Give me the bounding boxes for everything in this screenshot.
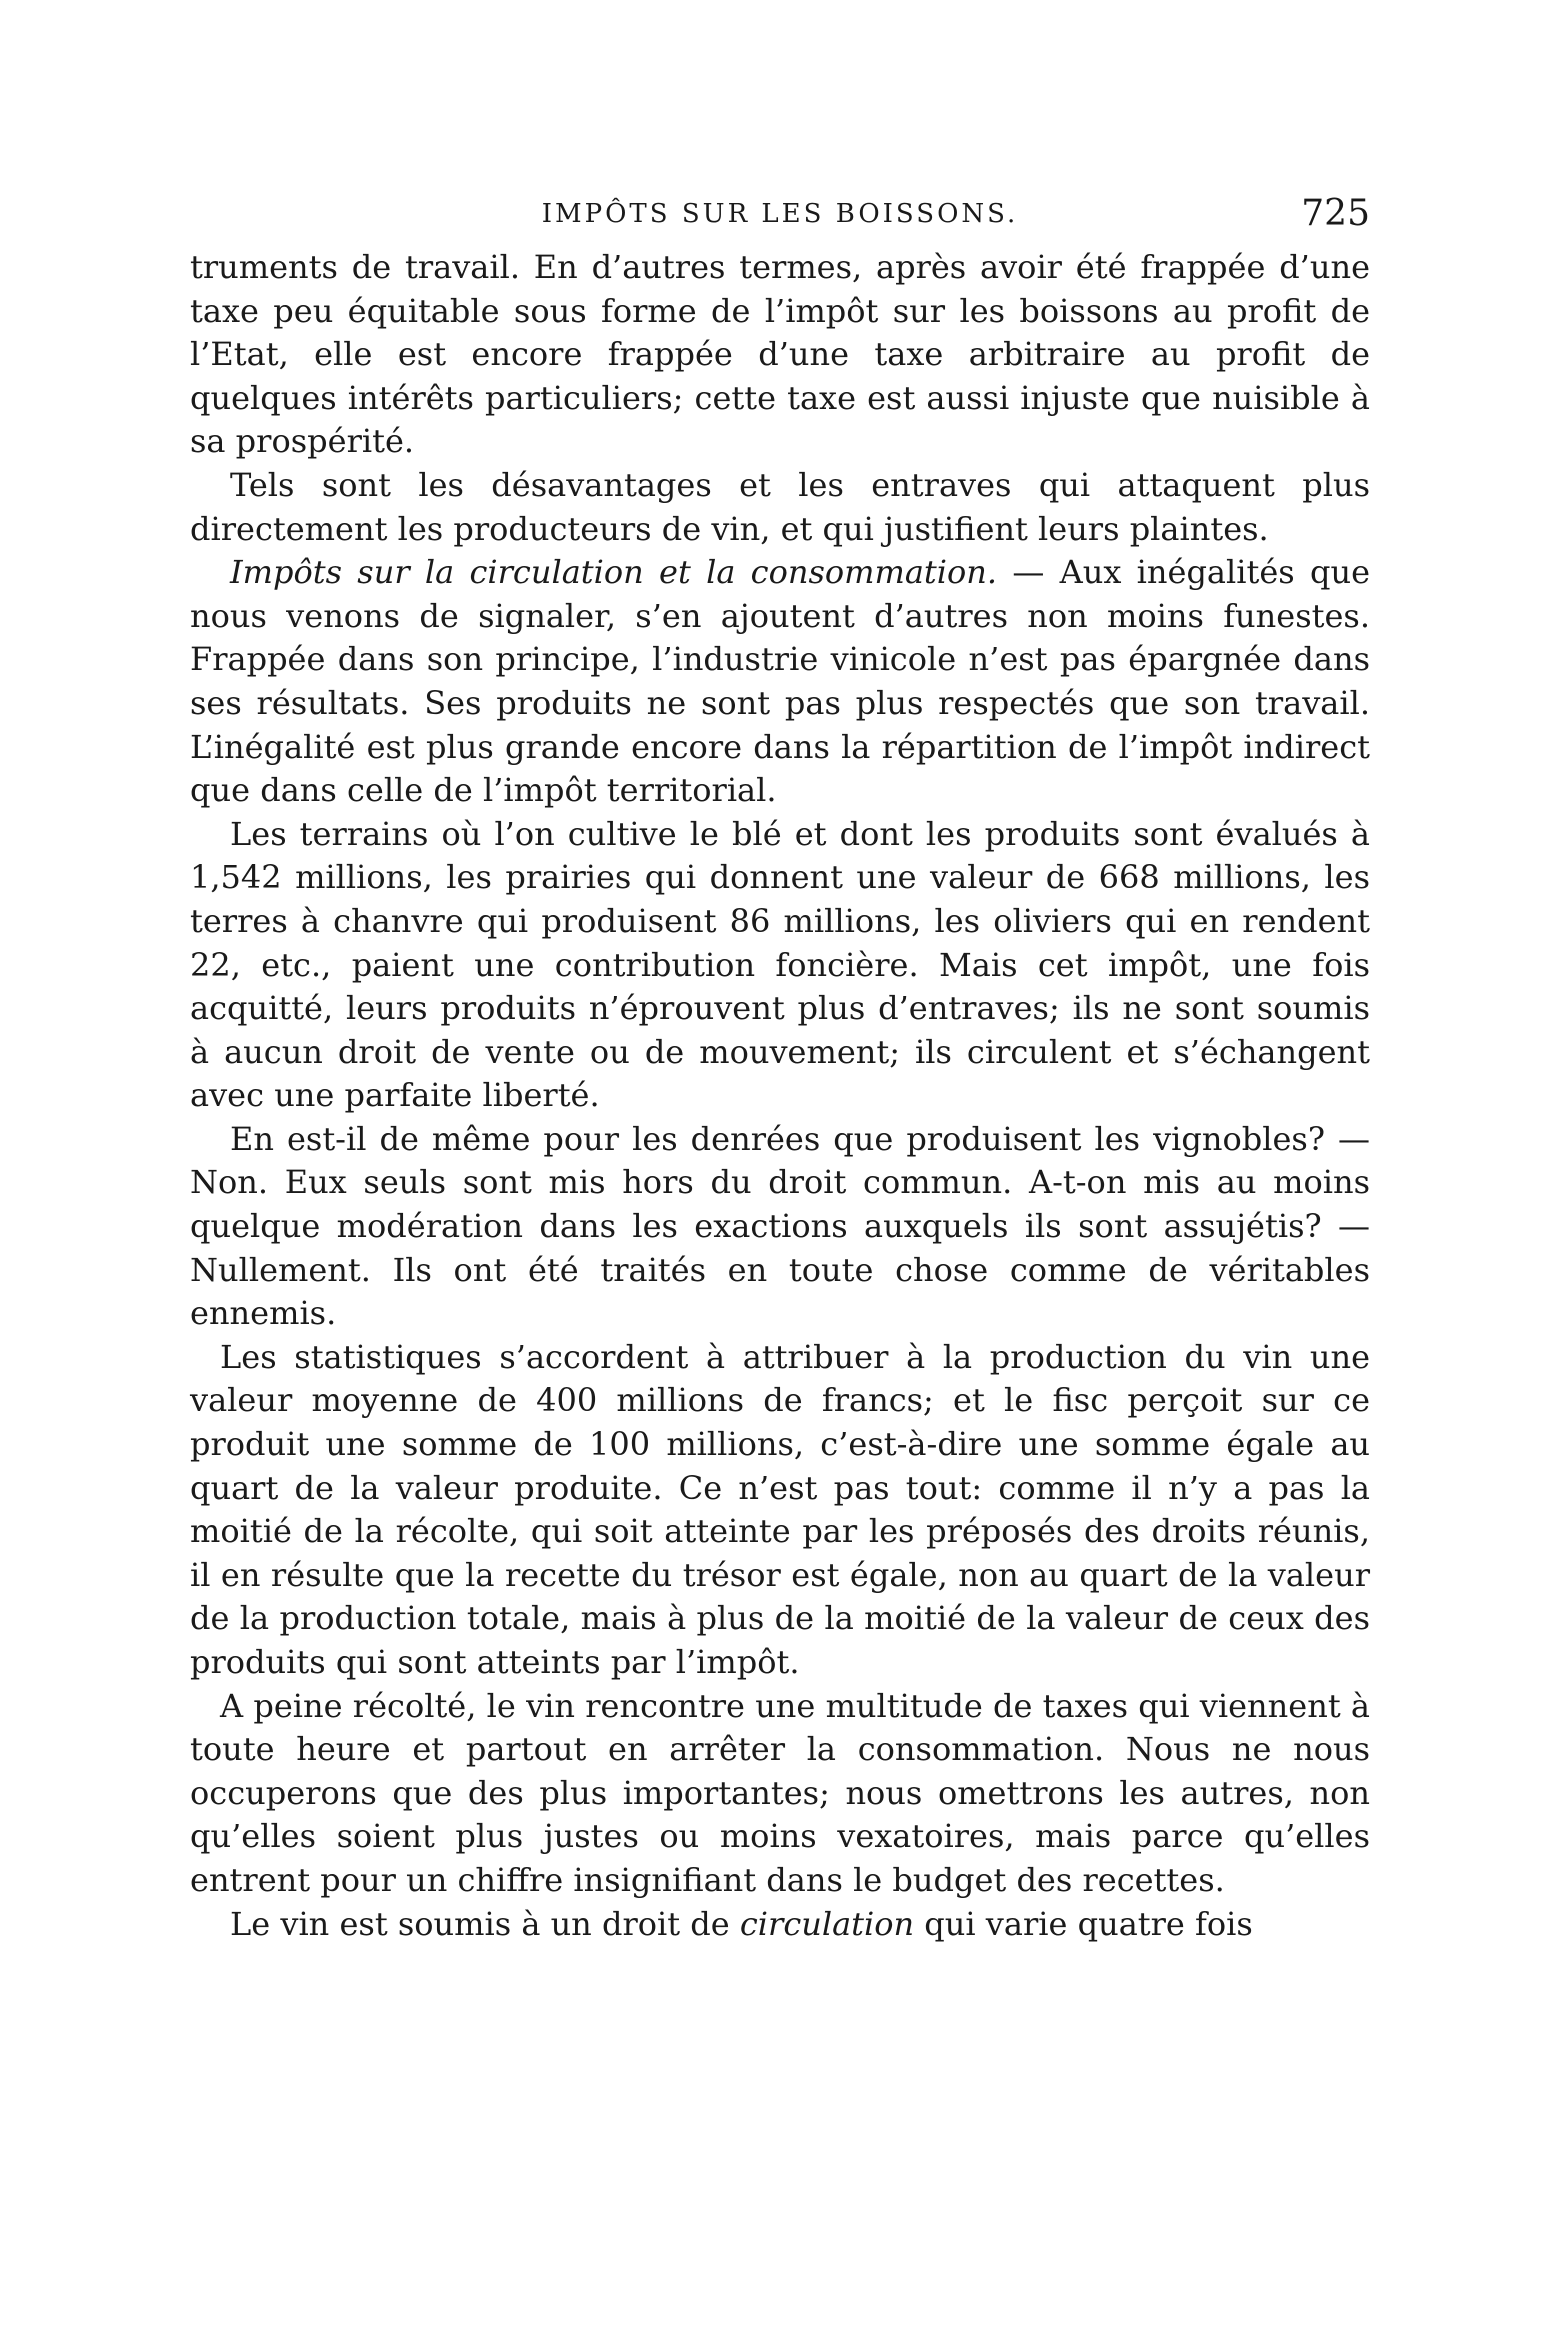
paragraph-8 (190, 1903, 1370, 1947)
running-head (190, 192, 1370, 236)
paragraph-5: En est-il de même pour les denrées que produisent les vignobles? — Non. Eux seuls sont mis hors du droit commun. A-t-on mis au moins quelque modération dans les exactions auxquels ils sont assujétis? — Nullement. Ils ont été traités en toute chose comme de véritables ennemis. (190, 1119, 1370, 1333)
paragraph-6: Les statistiques s’accordent à attribuer à la production du vin une valeur moyenne de 400 millions de francs; et le fisc perçoit sur ce produit une somme de 100 millions, c’est-à-dire une somme égale au quart de la valeur produite. Ce n’est pas tout: comme il n’y a pas la moitié de la récolte, qui soit atteinte par les préposés des droits réunis, il en résulte que la recette du trésor est égale, non au quart de la valeur de la production totale, mais à plus de la moitié de la valeur de ceux des produits qui sont atteints par l’impôt. (190, 1337, 1370, 1681)
paragraph-7: A peine récolté, le vin rencontre une multitude de taxes qui viennent à toute heure et partout en arrêter la consommation. Nous ne nous occuperons que des plus importantes; nous omettrons les autres, non qu’elles soient plus justes ou moins vexatoires, mais parce qu’elles entrent pour un chiffre insignifiant dans le budget des recettes. (190, 1686, 1370, 1899)
page-number: 725 (1301, 193, 1370, 234)
paragraph-8-text-after: qui varie quatre fois (914, 1904, 1253, 1943)
paragraph-8-text-before: Le vin est soumis à un droit de (230, 1904, 740, 1943)
paragraph-8-italic-word: circulation (739, 1904, 915, 1943)
paragraph-3 (190, 551, 1370, 813)
paragraph-2: Tels sont les désavantages et les entraves qui attaquent plus directement les producteurs de vin, et qui justifient leurs plaintes. (190, 465, 1370, 548)
body-text (190, 246, 1370, 1946)
paragraph-4: Les terrains où l’on cultive le blé et dont les produits sont évalués à 1,542 millions, les prairies qui donnent une valeur de 668 millions, les terres à chanvre qui produisent 86 millions, les oliviers qui en rendent 22, etc., paient une contribution foncière. Mais cet impôt, une fois acquitté, leurs produits n’éprouvent plus d’entraves; ils ne sont soumis à aucun droit de vente ou de mouvement; ils circulent et s’échangent avec une parfaite liberté. (190, 814, 1370, 1115)
paragraph-3-italic-heading: Impôts sur la circulation et la consommation. (230, 553, 998, 592)
running-title: IMPÔTS SUR LES BOISSONS. (541, 199, 1019, 229)
paragraph-3-text: — Aux inégalités que nous venons de signaler, s’en ajoutent d’autres non moins funestes. Frappée dans son principe, l’industrie vinicole n’est pas épargnée dans ses résultats. Ses produits ne sont pas plus respectés que son travail. L’inégalité est plus grande encore dans la répartition de l’impôt indirect que dans celle de l’impôt territorial. (190, 553, 1371, 810)
paragraph-1: truments de travail. En d’autres termes, après avoir été frappée d’une taxe peu équitable sous forme de l’impôt sur les boissons au profit de l’Etat, elle est encore frappée d’une taxe arbitraire au profit de quelques intérêts particuliers; cette taxe est aussi injuste que nuisible à sa prospérité. (190, 248, 1370, 461)
